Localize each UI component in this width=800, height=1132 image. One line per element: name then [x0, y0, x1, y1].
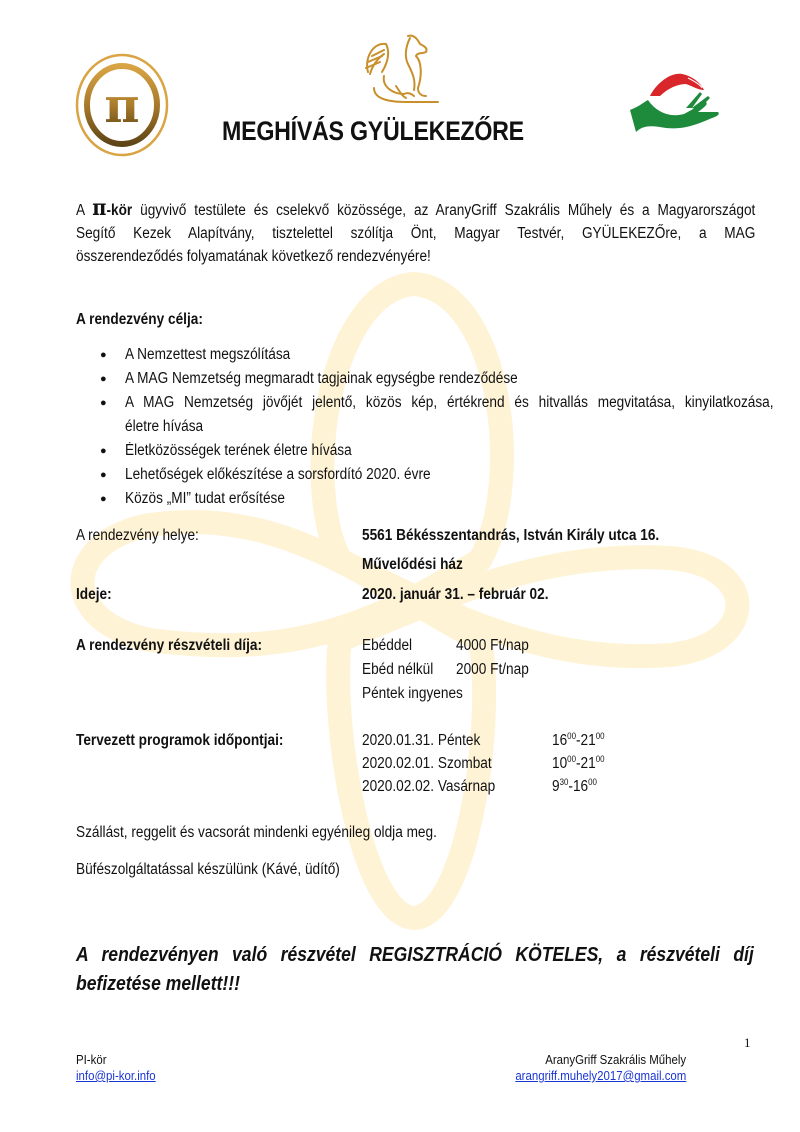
- program-label: Tervezett programok időpontjai:: [76, 732, 284, 749]
- note-lodging: Szállást, reggelit és vacsorát mindenki egyénileg oldja meg.: [76, 824, 437, 841]
- page-title: MEGHÍVÁS GYÜLEKEZŐRE: [222, 116, 524, 146]
- goal-item-continuation: életre hívása: [125, 418, 204, 435]
- bullet-icon: ●: [100, 493, 107, 505]
- fee-name: Ebéd nélkül: [362, 661, 434, 678]
- footer-left-org: PI-kör: [76, 1052, 107, 1067]
- intro-line-2: Segítő Kezek Alapítvány, tisztelettel szólítja Önt, Magyar Testvér, GYÜLEKEZŐre, a MAG: [76, 225, 756, 242]
- footer-right-org: AranyGriff Szakrális Műhely: [545, 1052, 686, 1067]
- place-value-2: Művelődési ház: [362, 556, 463, 573]
- pi-symbol: π: [104, 78, 140, 134]
- date-value: 2020. január 31. – február 02.: [362, 586, 549, 603]
- intro-line-1: A π-kör ügyvivő testülete és cselekvő közössége, az AranyGriff Szakrális Műhely és a Magyarországot: [76, 195, 756, 221]
- helping-hands-logo: [626, 66, 726, 146]
- bullet-icon: ●: [100, 469, 107, 481]
- goals-heading: A rendezvény célja:: [76, 311, 203, 328]
- goal-item: ● A MAG Nemzetség megmaradt tagjainak egységbe rendeződése: [100, 367, 760, 391]
- goal-item: ● A Nemzettest megszólítása: [100, 343, 760, 367]
- program-day: 2020.01.31. Péntek: [362, 732, 481, 749]
- goal-item: ● Közös „MI” tudat erősítése: [100, 487, 760, 511]
- intro-line-3: összerendeződés folyamatának következő rendezvényére!: [76, 248, 431, 265]
- fee-name: Ebéddel: [362, 637, 413, 654]
- goal-item: ● A MAG Nemzetség jövőjét jelentő, közös kép, értékrend és hitvallás megvitatása, kinyilatkozása,: [100, 391, 760, 415]
- fee-price: 4000 Ft/nap: [456, 637, 529, 654]
- fee-label: A rendezvény részvételi díja:: [76, 637, 262, 654]
- program-day: 2020.02.01. Szombat: [362, 755, 492, 772]
- place-label: A rendezvény helye:: [76, 527, 199, 544]
- bullet-icon: ●: [100, 373, 107, 385]
- griffin-logo: [356, 32, 446, 106]
- footer-left-email-link[interactable]: info@pi-kor.info: [76, 1068, 156, 1083]
- page-number: 1: [744, 1035, 751, 1050]
- registration-notice-2: befizetése mellett!!!: [76, 973, 240, 995]
- fee-price: 2000 Ft/nap: [456, 661, 529, 678]
- registration-notice: A rendezvényen való részvétel REGISZTRÁCIÓ KÖTELES, a részvételi díj: [76, 944, 754, 966]
- fee-note: Péntek ingyenes: [362, 685, 463, 702]
- footer-left-email-wrap: [76, 1068, 156, 1083]
- program-time: $10^{00}-21^{00}$: [552, 754, 605, 772]
- footer-right-email-wrap: [515, 1068, 686, 1083]
- intro-paragraph: [76, 197, 756, 268]
- bullet-icon: ●: [100, 445, 107, 457]
- kor-label: -kör: [106, 202, 133, 219]
- footer-right-email-link[interactable]: arangriff.muhely2017@gmail.com: [514, 1068, 686, 1083]
- goals-list: [100, 343, 774, 511]
- pi-kor-logo: [74, 52, 170, 158]
- place-value: 5561 Békésszentandrás, István Király utca 16.: [362, 527, 660, 544]
- program-time: $16^{00}-21^{00}$: [552, 731, 605, 749]
- goal-item: ● Életközösségek terének életre hívása: [100, 439, 760, 463]
- date-label: Ideje:: [76, 586, 112, 603]
- bullet-icon: ●: [100, 397, 107, 409]
- pi-glyph: π: [92, 195, 107, 221]
- note-buffet: Büfészolgáltatással készülünk (Kávé, üdítő): [76, 861, 340, 878]
- program-day: 2020.02.02. Vasárnap: [362, 778, 496, 795]
- bullet-icon: ●: [100, 349, 107, 361]
- goal-item: ● Lehetőségek előkészítése a sorsfordító 2020. évre: [100, 463, 760, 487]
- program-time: $9^{30}-16^{00}$: [552, 777, 597, 795]
